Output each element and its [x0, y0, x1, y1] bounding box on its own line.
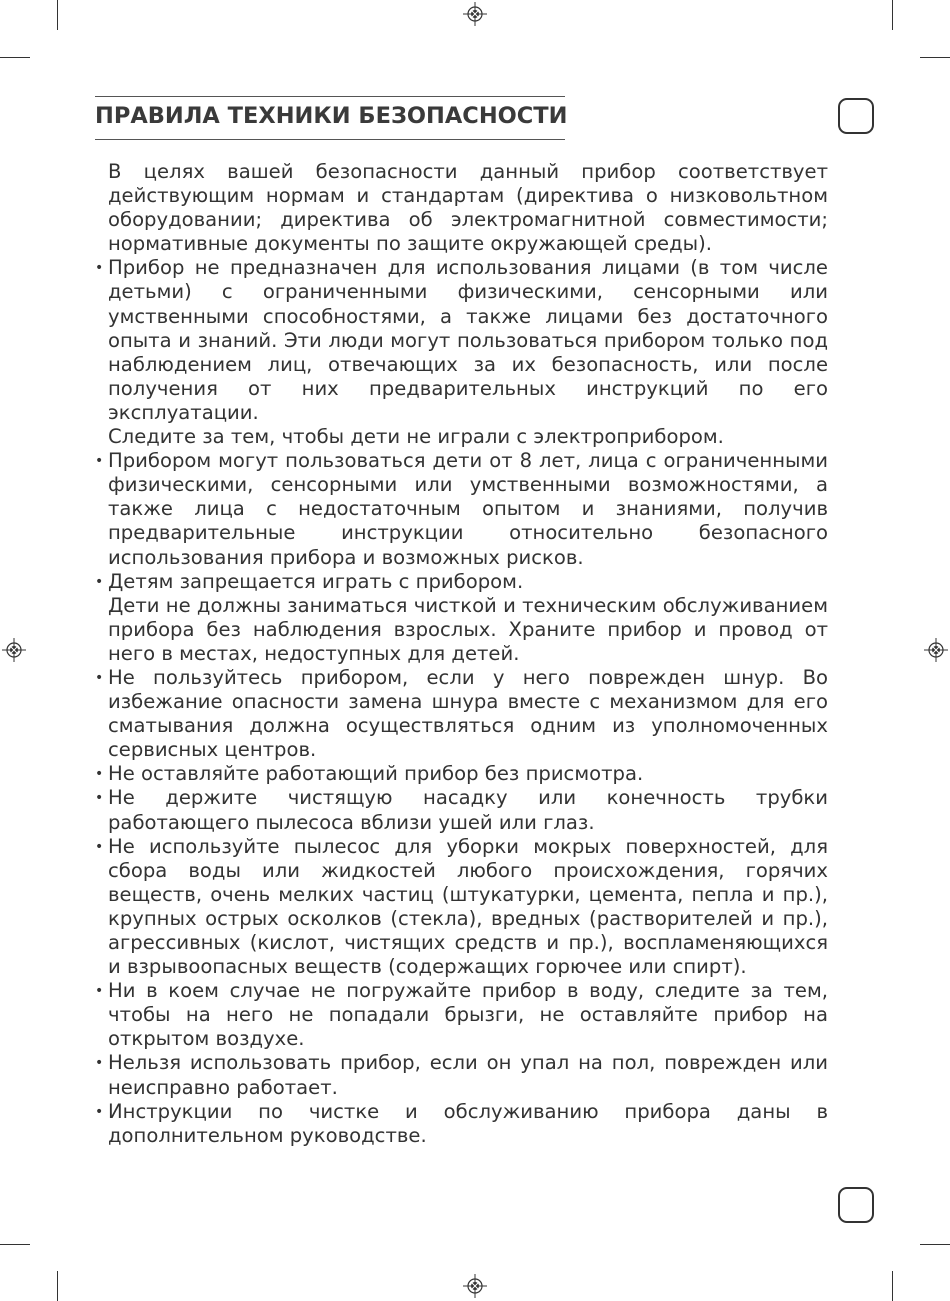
- registration-mark-top-icon: [463, 2, 487, 26]
- list-item: [95, 256, 828, 425]
- bullet: •: [95, 260, 104, 277]
- page-title: ПРАВИЛА ТЕХНИКИ БЕЗОПАСНОСТИ: [95, 103, 568, 129]
- bullet: •: [95, 1103, 104, 1120]
- paragraph-text: Не используйте пылесос для уборки мокрых поверхностей, для сбора воды или жидкостей любого происхождения, горячих веществ, очень мелких частиц (штукатурки, цемента, пепла и пр.), крупных острых осколков (стекла), вредных (растворителей и пр.), агрессивных (кислот, чистящих средств и пр.), воспламеняющихся и взрывоопасных веществ (содержащих горючее или спирт).: [108, 834, 828, 979]
- list-item: [95, 570, 828, 594]
- bullet: •: [95, 838, 104, 855]
- paragraph-text: Нельзя использовать прибор, если он упал на пол, поврежден или неисправно работает.: [108, 1051, 828, 1099]
- paragraph-text: В целях вашей безопасности данный прибор соответствует действующим нормам и стандартам (директива о низковольтном оборудовании; директива об электромагнитной совместимости; нормативные документы по защите окружающей среды).: [108, 160, 828, 256]
- bullet: •: [95, 453, 104, 470]
- bullet: •: [95, 669, 104, 686]
- paragraph-text: Дети не должны заниматься чисткой и техническим обслуживанием прибора без наблюдения взрослых. Храните прибор и провод от него в местах, недоступных для детей.: [108, 593, 828, 665]
- list-item: [95, 449, 828, 569]
- crop-mark-top-left-h: [0, 57, 30, 58]
- bullet: •: [95, 1055, 104, 1072]
- paragraph-text: Инструкции по чистке и обслуживанию прибора даны в дополнительном руководстве.: [108, 1099, 828, 1147]
- crop-mark-bottom-left-h: [0, 1244, 30, 1245]
- list-item: [95, 835, 828, 980]
- list-item: [95, 1100, 828, 1148]
- paragraph-text: Не пользуйтесь прибором, если у него поврежден шнур. Во избежание опасности замена шнура вместе с механизмом для его сматывания должна осуществляться одним из уполномоченных сервисных центров.: [108, 665, 828, 762]
- safety-instructions-body: [95, 160, 828, 1148]
- paragraph-text: Прибором могут пользоваться дети от 8 лет, лица с ограниченными физическими, сенсорными или умственными возможностями, а также лица с недостаточным опытом и знаниями, получив предварительные инструкции относительно безопасного использования прибора и возможных рисков.: [108, 449, 828, 569]
- list-item: [95, 1051, 828, 1099]
- crop-mark-top-right-v: [892, 0, 893, 30]
- paragraph-text: Не держите чистящую насадку или конечность трубки работающего пылесоса вблизи ушей или глаз.: [108, 786, 828, 834]
- list-item: [95, 786, 828, 834]
- paragraph-intro: [95, 160, 828, 256]
- page-tab-box-top: [838, 98, 874, 134]
- paragraph-text: Прибор не предназначен для использования лицами (в том числе детьми) с ограниченными физическими, сенсорными или умственными способностями, а также лицами без достаточного опыта и знаний. Эти люди могут пользоваться прибором только под наблюдением лиц, отвечающих за их безопасность, или после получения от них предварительных инструкций по его эксплуатации.: [108, 256, 828, 424]
- bullet: •: [95, 790, 104, 807]
- list-item: [95, 979, 828, 1051]
- bullet: •: [95, 573, 104, 590]
- list-item-continuation: [95, 594, 828, 666]
- paragraph-text: Следите за тем, чтобы дети не играли с электроприбором.: [108, 425, 724, 449]
- crop-mark-top-left-v: [57, 0, 58, 30]
- registration-mark-bottom-icon: [463, 1274, 487, 1298]
- paragraph-text: Ни в коем случае не погружайте прибор в воду, следите за тем, чтобы на него не попадали брызги, не оставляйте прибор на открытом воздухе.: [108, 979, 828, 1051]
- bullet: •: [95, 983, 104, 1000]
- list-item: [95, 666, 828, 762]
- list-item: [95, 762, 828, 786]
- list-item-continuation: [95, 425, 828, 449]
- registration-mark-right-icon: [924, 638, 948, 662]
- crop-mark-top-right-h: [920, 57, 950, 58]
- crop-mark-bottom-left-v: [57, 1271, 58, 1301]
- crop-mark-bottom-right-v: [892, 1271, 893, 1301]
- page-tab-box-bottom: [838, 1187, 874, 1223]
- bullet: •: [95, 766, 104, 783]
- paragraph-text: Не оставляйте работающий прибор без присмотра.: [108, 762, 644, 786]
- page-header: [95, 96, 568, 140]
- crop-mark-bottom-right-h: [920, 1244, 950, 1245]
- registration-mark-left-icon: [2, 638, 26, 662]
- paragraph-text: Детям запрещается играть с прибором.: [108, 569, 524, 593]
